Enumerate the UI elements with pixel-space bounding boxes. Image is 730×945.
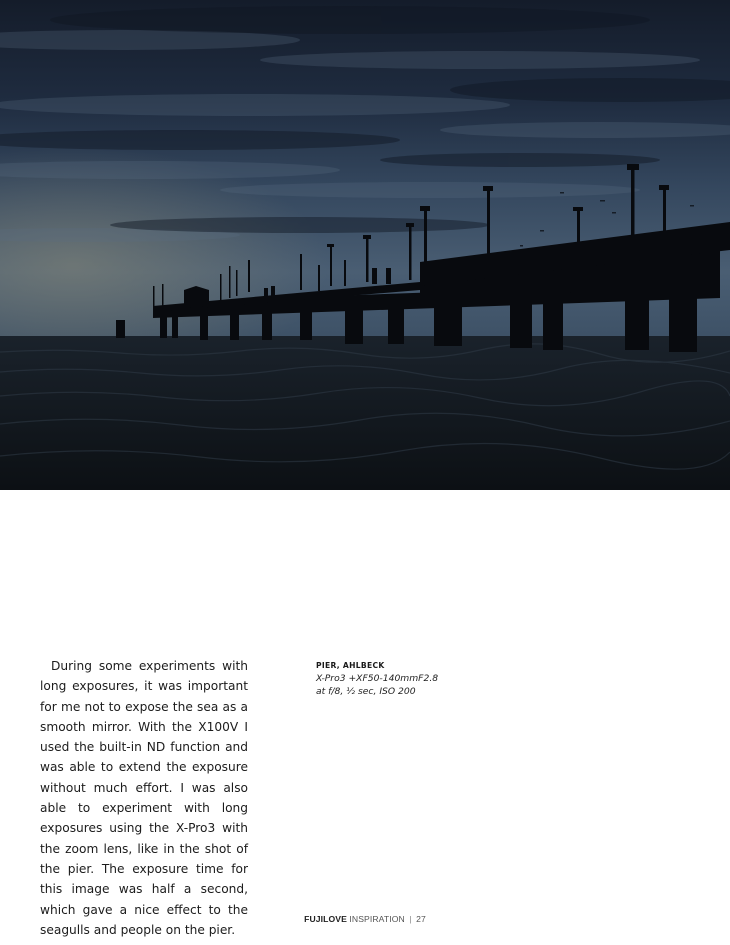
footer-page-number: 27 (416, 914, 426, 924)
footer-separator: | (409, 914, 412, 924)
caption-title: PIER, AHLBECK (316, 661, 385, 670)
article-body-paragraph: During some experiments with long exposures, it was important for me not to expose the sea as a smooth mirror. With the X100V I used the built-in ND function and was able to extend the exposure without much effort. I was also able to experiment with long exposures using the X-Pro3 with the zoom lens, like in the shot of the pier. The exposure time for this image was half a second, which gave a nice effect to the seagulls and people on the pier. (40, 659, 248, 937)
page-footer (0, 914, 730, 924)
caption-camera-lens: X-Pro3 +XF50-140mmF2.8 (316, 673, 439, 684)
photo-caption (316, 660, 516, 698)
caption-exposure-settings: at f/8, ½ sec, ISO 200 (316, 685, 416, 697)
footer-section: INSPIRATION (349, 914, 405, 924)
footer-brand: FUJILOVE (304, 914, 347, 924)
